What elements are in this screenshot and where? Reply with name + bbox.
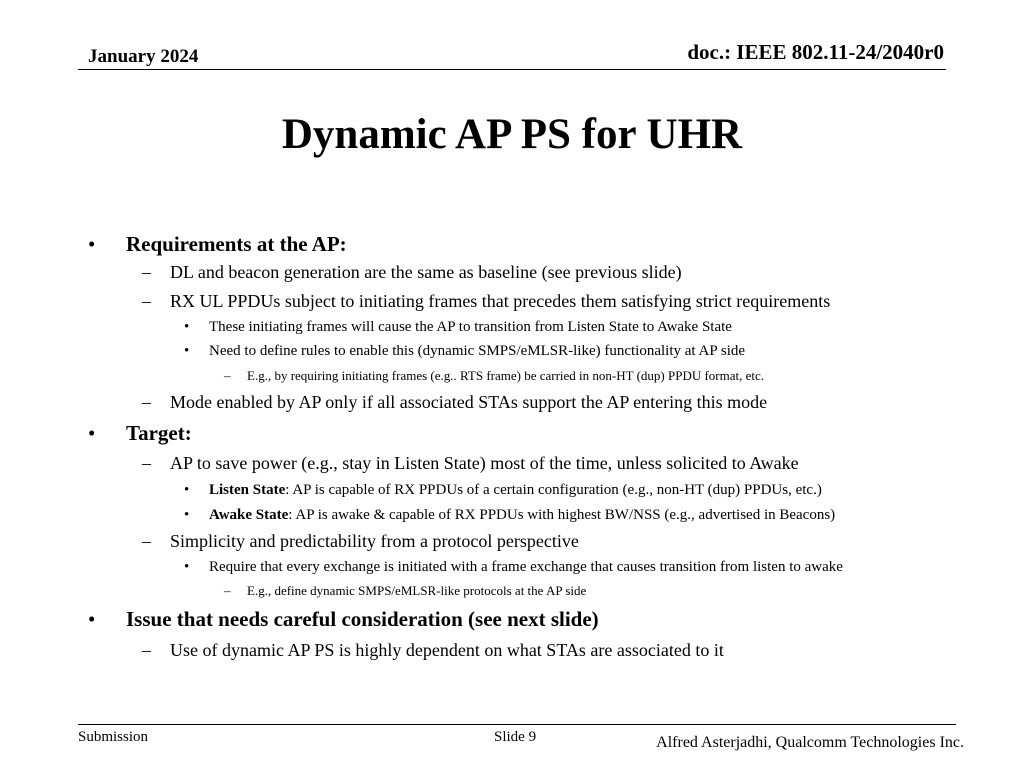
outline-item-text: DL and beacon generation are the same as baseline (see previous slide): [170, 262, 682, 282]
footer-author: Alfred Asterjadhi, Qualcomm Technologies Inc.: [656, 734, 964, 751]
dash-icon: –: [142, 531, 151, 551]
outline-item-text: Requirements at the AP:: [126, 232, 347, 256]
dash-icon: –: [142, 392, 151, 412]
footer-divider: [78, 724, 956, 725]
dash-icon: –: [142, 262, 151, 282]
outline-item-text: Target:: [126, 421, 192, 445]
term-definition: : AP is capable of RX PPDUs of a certain configuration (e.g., non-HT (dup) PPDUs, etc.): [285, 482, 822, 498]
dash-icon: –: [142, 640, 151, 660]
bullet-dot-icon: •: [88, 607, 96, 631]
header-doc-id: doc.: IEEE 802.11-24/2040r0: [687, 40, 944, 64]
bullet-dot-icon: •: [184, 482, 190, 498]
outline-item-text: Simplicity and predictability from a protocol perspective: [170, 531, 579, 551]
outline-item-text: Need to define rules to enable this (dynamic SMPS/eMLSR-like) functionality at AP side: [209, 343, 746, 359]
outline-item-text: [209, 507, 835, 524]
bullet-dot-icon: •: [88, 232, 96, 256]
header-date: January 2024: [88, 46, 199, 67]
bullet-dot-icon: •: [88, 421, 96, 445]
term-awake-state: Awake State: [209, 507, 289, 523]
outline-item-text: E.g., by requiring initiating frames (e.g.. RTS frame) be carried in non-HT (dup) PPDU format, etc.: [247, 368, 765, 383]
footer-slide-number: Slide 9: [494, 729, 537, 745]
header-divider: [78, 69, 946, 70]
dash-icon: –: [142, 453, 151, 473]
outline-item-text: Mode enabled by AP only if all associated STAs support the AP entering this mode: [170, 392, 768, 412]
outline-item-text: Issue that needs careful consideration (see next slide): [126, 607, 599, 631]
outline-item-text: These initiating frames will cause the AP to transition from Listen State to Awake State: [209, 319, 732, 335]
bullet-dot-icon: •: [184, 507, 190, 523]
outline-item-text: E.g., define dynamic SMPS/eMLSR-like protocols at the AP side: [247, 583, 587, 598]
outline-item-text: Use of dynamic AP PS is highly dependent on what STAs are associated to it: [170, 640, 724, 660]
bullet-dot-icon: •: [184, 343, 190, 359]
dash-icon: –: [142, 291, 151, 311]
outline-item-text: RX UL PPDUs subject to initiating frames that precedes them satisfying strict requirements: [170, 291, 831, 311]
footer-submission: Submission: [78, 729, 149, 745]
dash-icon: –: [224, 368, 231, 383]
term-definition: : AP is awake & capable of RX PPDUs with highest BW/NSS (e.g., advertised in Beacons): [288, 507, 836, 523]
outline-item-text: AP to save power (e.g., stay in Listen State) most of the time, unless solicited to Awake: [170, 453, 799, 473]
bullet-dot-icon: •: [184, 319, 190, 335]
term-listen-state: Listen State: [209, 482, 286, 498]
outline-item-text: Require that every exchange is initiated with a frame exchange that causes transition from listen to awake: [209, 559, 843, 575]
bullet-dot-icon: •: [184, 559, 190, 575]
slide-title: Dynamic AP PS for UHR: [281, 111, 743, 158]
dash-icon: –: [224, 583, 231, 598]
outline-item-text: [209, 482, 822, 499]
